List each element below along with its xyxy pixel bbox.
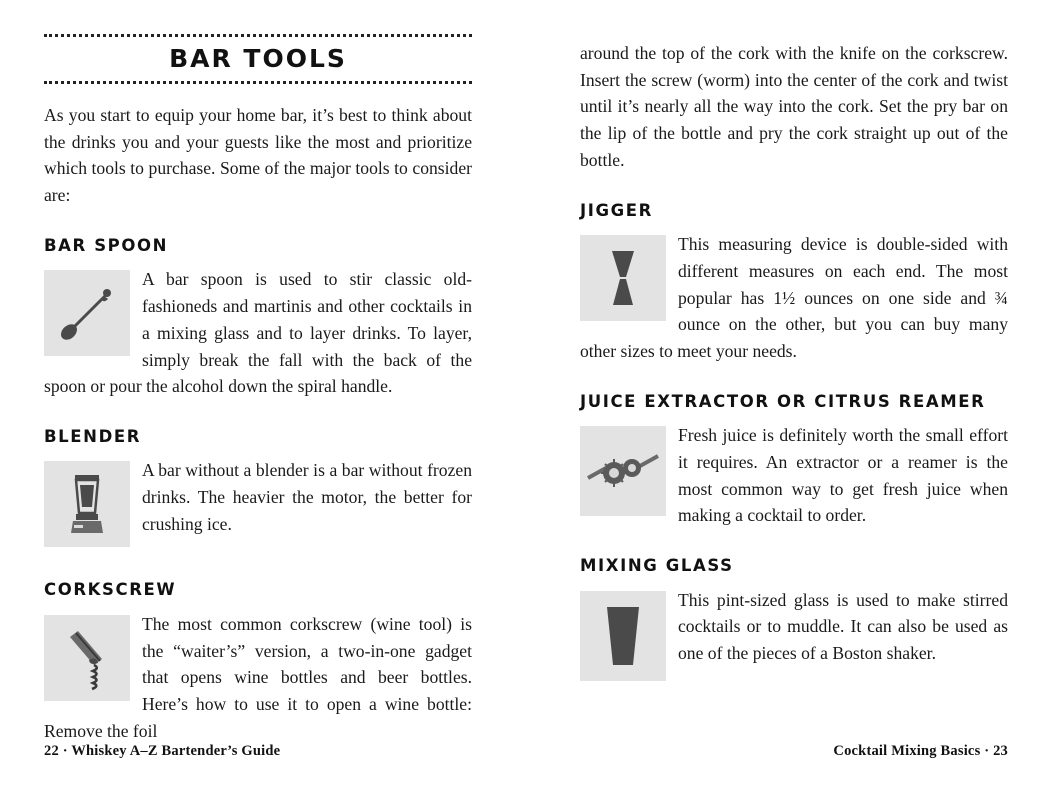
intro-paragraph: As you start to equip your home bar, it’s best to think about the drinks you and your guests like the most and prioritize which tools to purchase. Some of the major tools to consider are: [44, 105, 472, 206]
section-heading-jigger: JIGGER [580, 200, 653, 220]
footer-right: Cocktail Mixing Basics · 23 [833, 743, 1008, 759]
section-heading-corkscrew: CORKSCREW [44, 580, 177, 600]
section-heading-mixing-glass: MIXING GLASS [580, 556, 734, 576]
chapter-title-block [44, 34, 472, 84]
dotted-rule-bottom [44, 81, 472, 84]
entry-text-corkscrew: The most common corkscrew (wine tool) is the “waiter’s” version, a two-in-one gadget that opens wine bottles and beer bottles. Here’s how to use it to open a wine bottle: Remove the foil [44, 613, 472, 741]
section-heading-blender: BLENDER [44, 427, 142, 447]
entry-mixing-glass [580, 587, 1008, 687]
entry-citrus-reamer [580, 422, 1008, 529]
entry-blender [44, 457, 472, 553]
section-heading-bar-spoon: BAR SPOON [44, 235, 169, 255]
entry-text-bar-spoon: A bar spoon is used to stir classic old-fashioneds and martinis and other cocktails in a mixing glass and to layer drinks. To layer, simply break the fall with the back of the spoon or pour the alcohol down the spiral handle. [44, 269, 472, 397]
entry-jigger [580, 231, 1008, 365]
bar-spoon-icon [44, 270, 130, 356]
entry-text-citrus-reamer: Fresh juice is definitely worth the small effort it requires. An extractor or a reamer is the most common way to get fresh juice when making a cocktail to order. [678, 425, 1008, 526]
entry-text-mixing-glass: This pint-sized glass is used to make stirred cocktails or to muddle. It can also be used as one of the pieces of a Boston shaker. [678, 589, 1008, 664]
jigger-icon [580, 235, 666, 321]
page-right [527, 0, 1054, 800]
mixing-glass-icon [580, 591, 666, 681]
entry-text-jigger: This measuring device is double-sided with different measures on each end. The most popular has 1½ ounces on one side and ¾ ounce on the other, but you can buy many other sizes to meet your needs. [580, 234, 1008, 362]
entry-corkscrew [44, 611, 472, 745]
entry-bar-spoon [44, 266, 472, 400]
page-title: BAR TOOLS [169, 44, 347, 73]
footer-left: 22 · Whiskey A–Z Bartender’s Guide [44, 743, 281, 759]
citrus-reamer-icon [580, 426, 666, 516]
blender-icon [44, 461, 130, 547]
entry-text-blender: A bar without a blender is a bar without frozen drinks. The heavier the motor, the better for crushing ice. [142, 460, 472, 534]
corkscrew-icon [44, 615, 130, 701]
dotted-rule-top [44, 34, 472, 37]
continuation-paragraph: around the top of the cork with the knife on the corkscrew. Insert the screw (worm) into the center of the cork and twist until it’s nearly all the way into the cork. Set the pry bar on the lip of the bottle and pry the cork straight up out of the bottle. [580, 43, 1008, 170]
section-heading-citrus-reamer: JUICE EXTRACTOR OR CITRUS REAMER [580, 391, 986, 411]
